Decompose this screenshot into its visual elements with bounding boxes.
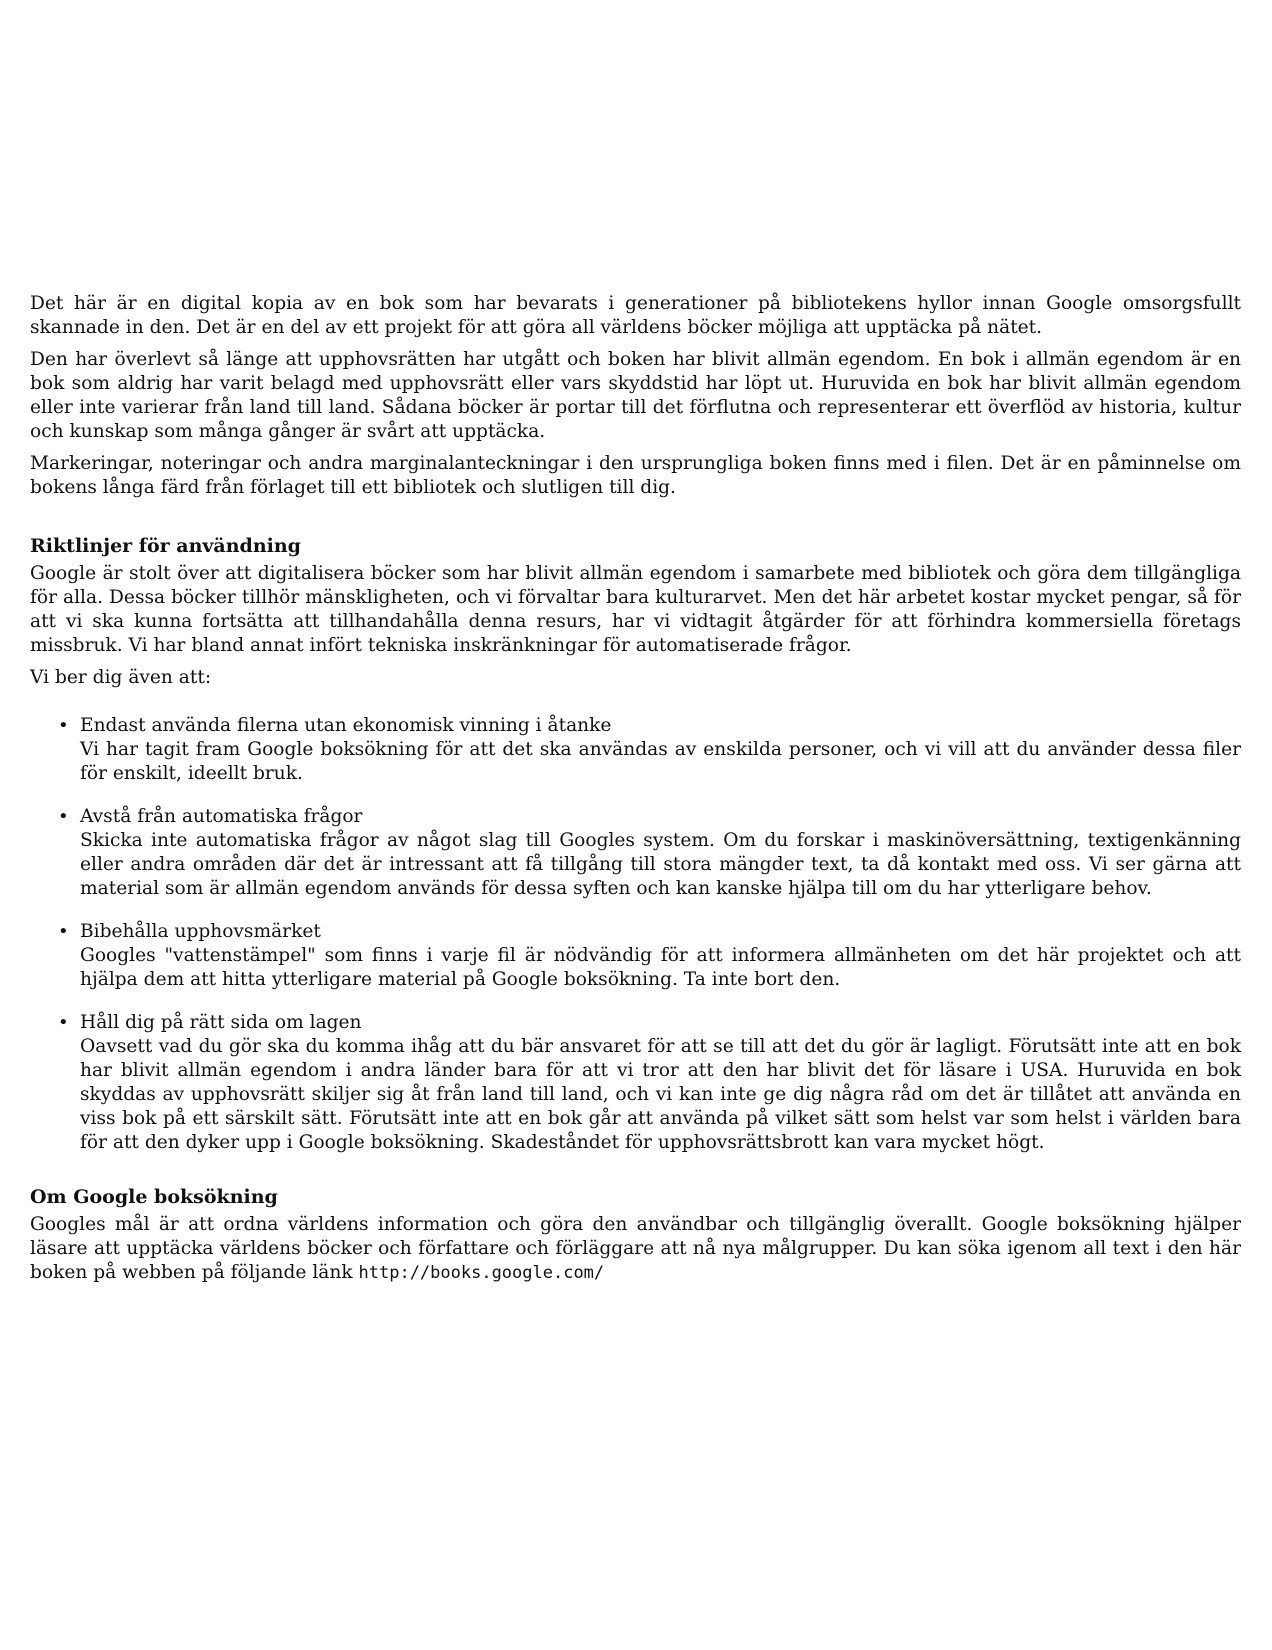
bullet-icon: • xyxy=(58,806,69,827)
bullet-icon: • xyxy=(58,1012,69,1033)
document-page xyxy=(30,292,1241,1293)
about-paragraph xyxy=(30,1213,1241,1285)
list-item xyxy=(58,920,1241,992)
about-text: Googles mål är att ordna världens information och göra den användbar och tillgänglig överallt. Google boksökning hjälper läsare att upptäcka världens böcker och författare och förläggare att nå nya målgrupper. Du kan söka igenom all text i den här boken på webben på följande länk xyxy=(30,1214,1241,1283)
guidelines-list xyxy=(30,714,1241,1155)
list-item-body: Skicka inte automatiska frågor av något slag till Googles system. Om du forskar i maskinöversättning, textigenkänning eller andra områden där det är intressant att få tillgång till stora mängder text, ta då kontakt med oss. Vi ser gärna att material som är allmän egendom används för dessa syften och kan kanske hjälpa till om du har ytterligare behov. xyxy=(80,830,1241,899)
bullet-icon: • xyxy=(58,921,69,942)
list-item-body: Googles "vattenstämpel" som finns i varje fil är nödvändig för att informera allmänheten om det här projektet och att hjälpa dem att hitta ytterligare material på Google boksökning. Ta inte bort den. xyxy=(80,945,1241,990)
intro-paragraph-1: Det här är en digital kopia av en bok som har bevarats i generationer på bibliotekens hyllor innan Google omsorgsfullt skannade in den. Det är en del av ett projekt för att göra all världens böcker möjliga att upptäcka på nätet. xyxy=(30,293,1241,338)
list-item xyxy=(58,1011,1241,1155)
guidelines-paragraph: Google är stolt över att digitalisera böcker som har blivit allmän egendom i samarbete med bibliotek och göra dem tillgängliga för alla. Dessa böcker tillhör mänskligheten, och vi förvaltar bara kulturarvet. Men det här arbetet kostar mycket pengar, så för att vi ska kunna fortsätta att tillhandahålla denna resurs, har vi vidtagit åtgärder för att förhindra kommersiella företags missbruk. Vi har bland annat infört tekniska inskränkningar för automatiserade frågor. xyxy=(30,563,1241,656)
list-item-title: Håll dig på rätt sida om lagen xyxy=(80,1012,362,1033)
list-item-body: Vi har tagit fram Google boksökning för att det ska användas av enskilda personer, och vi vill att du använder dessa filer för enskilt, ideellt bruk. xyxy=(80,739,1241,784)
intro-paragraph-2: Den har överlevt så länge att upphovsrätten har utgått och boken har blivit allmän egendom. En bok i allmän egendom är en bok som aldrig har varit belagd med upphovsrätt eller vars skyddstid har löpt ut. Huruvida en bok har blivit allmän egendom eller inte varierar från land till land. Sådana böcker är portar till det förflutna och representerar ett överflöd av historia, kultur och kunskap som många gånger är svårt att upptäcka. xyxy=(30,349,1241,442)
about-heading: Om Google boksökning xyxy=(30,1186,278,1208)
list-item-title: Avstå från automatiska frågor xyxy=(80,806,363,827)
books-google-link[interactable]: http://books.google.com/ xyxy=(358,1263,605,1283)
list-item xyxy=(58,714,1241,786)
list-item-title: Bibehålla upphovsmärket xyxy=(80,921,321,942)
list-item xyxy=(58,805,1241,901)
guidelines-request: Vi ber dig även att: xyxy=(30,667,212,688)
intro-paragraph-3: Markeringar, noteringar och andra marginalanteckningar i den ursprungliga boken finns med i filen. Det är en påminnelse om bokens långa färd från förlaget till ett bibliotek och slutligen till dig. xyxy=(30,453,1241,498)
guidelines-heading: Riktlinjer för användning xyxy=(30,535,301,557)
list-item-body: Oavsett vad du gör ska du komma ihåg att du bär ansvaret för att se till att det du gör är lagligt. Förutsätt inte att en bok har blivit allmän egendom i andra länder bara för att vi tror att den har blivit det för läsare i USA. Huruvida en bok skyddas av upphovsrätt skiljer sig åt från land till land, och vi kan inte ge dig några råd om det är tillåtet att använda en viss bok på ett särskilt sätt. Förutsätt inte att en bok går att använda på vilket sätt som helst var som helst i världen bara för att den dyker upp i Google boksökning. Skadeståndet för upphovsrättsbrott kan vara mycket högt. xyxy=(80,1036,1241,1153)
bullet-icon: • xyxy=(58,715,69,736)
list-item-title: Endast använda filerna utan ekonomisk vinning i åtanke xyxy=(80,715,612,736)
